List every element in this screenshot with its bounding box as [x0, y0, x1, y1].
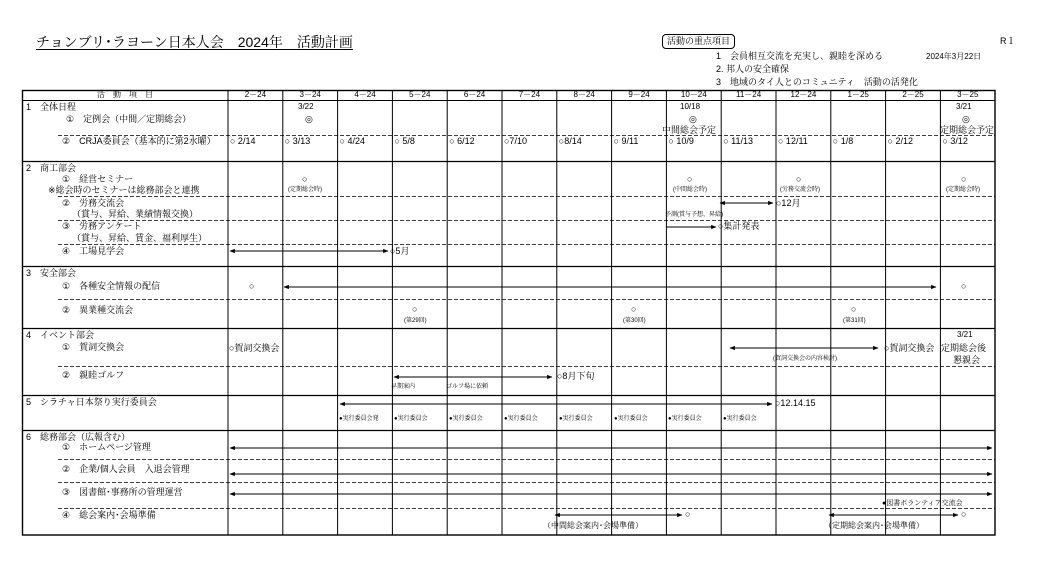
schedule-mark: ○ [687, 174, 693, 184]
month-header: 2－24 [244, 90, 267, 99]
item-label: ④ 総会案内･会場準備 [62, 510, 156, 520]
item-label: ② 異業種交流会 [62, 305, 134, 315]
month-header: 2－25 [902, 90, 924, 99]
item-note: （賞与、昇給、業績情報交換） [72, 209, 199, 219]
schedule-mark: ○ 6/12 [449, 136, 475, 146]
item-label: ① 各種安全情報の配信 [62, 281, 161, 291]
item-label: ① 賀詞交換会 [62, 342, 125, 352]
schedule-mark: (労務交流会時) [780, 187, 820, 193]
committee-mark: ●実行委員会 [394, 416, 428, 422]
month-header: 8－24 [573, 90, 595, 99]
month-header: 10－24 [680, 90, 707, 99]
schedule-mark: (賀詞交換会の内容検討) [773, 356, 837, 362]
schedule-mark: ○ [631, 304, 637, 314]
schedule-mark: 3/21 [957, 330, 973, 339]
priority-item: 1 会員相互交流を充実し、親睦を深める [716, 51, 884, 61]
item-label: ③ 労務アンケート [62, 221, 142, 231]
committee-mark: ●実行委員会 [504, 416, 538, 422]
schedule-mark: 10/18 [680, 102, 701, 111]
item-label: ① ホームページ管理 [62, 442, 151, 452]
item-label: ② CRJA委員会（基本的に第2水曜） [62, 136, 216, 146]
section-title: 6 総務部会（広報含む） [26, 432, 131, 442]
section-title: 3 安全部会 [26, 268, 77, 278]
schedule-mark: ○8月下旬 [557, 371, 595, 381]
schedule-mark: ○ 4/24 [339, 136, 366, 146]
item-label: ③ 図書館･事務所の管理運営 [62, 487, 183, 497]
schedule-mark: ○5月 [390, 246, 410, 256]
header-label: 活 動 項 目 [97, 90, 153, 99]
schedule-mark: ○賀詞交換会 [229, 343, 280, 353]
schedule-mark: (第30回) [623, 318, 646, 324]
item-note: ※総会時のセミナーは総務部会と連携 [48, 185, 200, 195]
schedule-mark: ゴルフ場に依頼 [446, 384, 489, 390]
item-note: （賞与、昇給、賃金、福利厚生） [72, 233, 208, 243]
priority-item: 3 地域のタイ人とのコミュニティ 活動の活発化 [716, 77, 918, 87]
schedule-mark: ○ [685, 509, 691, 519]
priority-item: 2. 邦人の安全確保 [716, 64, 790, 74]
schedule-mark: ○ [961, 174, 967, 184]
revision-label: R１ [1000, 36, 1016, 46]
schedule-mark: ○12月 [776, 198, 801, 208]
schedule-mark: ◎ [305, 114, 313, 124]
schedule-mark: ○ [961, 281, 967, 291]
schedule-mark: 早期案内 [391, 384, 416, 390]
month-header: 6－24 [463, 90, 486, 99]
schedule-mark: ○ 2/14 [230, 136, 256, 146]
schedule-mark: ○ [961, 509, 967, 519]
schedule-mark: ○ 3/12 [942, 136, 968, 146]
schedule-mark: ○ 5/8 [394, 136, 415, 146]
month-header: 7－24 [518, 90, 541, 99]
schedule-mark: (中間総会時) [673, 187, 707, 193]
schedule-mark: ●図書ボランティア交流会 [882, 500, 963, 507]
schedule-mark: (第31回) [843, 318, 866, 324]
committee-mark: ●実行委員会 [614, 416, 648, 422]
section-title: 1 全体日程 [26, 102, 77, 112]
schedule-mark: ○7/10 [504, 136, 527, 146]
schedule-mark: ◎ [689, 114, 697, 124]
month-header: 12－24 [790, 90, 817, 99]
schedule-mark: ○ [796, 174, 802, 184]
schedule-mark: (定期総会時) [946, 187, 980, 193]
schedule-mark: ○8/14 [558, 136, 582, 146]
schedule-mark: (定期総会時) [288, 187, 322, 193]
schedule-mark: 懇親会 [953, 355, 981, 365]
section-title: 5 シラチャ日本祭り実行委員会 [26, 397, 157, 407]
schedule-mark: （中間総会案内･会場準備） [543, 521, 643, 530]
schedule-mark: ○ 1/8 [832, 136, 854, 146]
schedule-mark: ○ 10/9 [668, 136, 694, 146]
month-header: 11－24 [735, 90, 762, 99]
committee-mark: ●実行委員会 [723, 416, 757, 422]
schedule-mark: ○ 12/11 [778, 136, 808, 146]
plan-date: 2024年3月22日 [926, 52, 982, 61]
item-label: ② 親睦ゴルフ [62, 370, 125, 380]
committee-mark: ●実行委員会 [668, 416, 702, 422]
schedule-mark: ○ 11/13 [723, 136, 753, 146]
schedule-mark: 中間総会予定 [662, 125, 717, 135]
schedule-mark: ○ [249, 281, 255, 291]
month-header: 4－24 [354, 90, 376, 99]
schedule-mark: ○ [851, 304, 857, 314]
schedule-mark: ○ 3/13 [284, 136, 311, 146]
schedule-mark: 3/22 [298, 102, 314, 111]
schedule-mark: 定期総会予定 [940, 125, 995, 135]
item-label: ② 企業/個人会員 入退会管理 [62, 464, 190, 474]
section-title: 2 商工部会 [26, 163, 77, 173]
schedule-mark: (第29回) [404, 318, 427, 324]
schedule-mark: ○ [302, 174, 308, 184]
schedule-mark: （定期総会案内･会場準備） [824, 521, 924, 530]
schedule-mark: ○賀詞交換会 [884, 343, 935, 353]
schedule-mark: ◎ [962, 114, 970, 124]
section-title: 4 イベント部会 [26, 330, 95, 340]
schedule-mark: ○ 9/11 [613, 136, 639, 146]
month-header: 3－24 [299, 90, 321, 99]
item-label: ① 定例会（中間／定期総会） [66, 114, 192, 124]
item-label: ④ 工場見学会 [62, 246, 125, 256]
committee-mark: ●実行委員会 [449, 416, 483, 422]
month-header: 1－25 [847, 90, 869, 99]
month-header: 9－24 [628, 90, 650, 99]
schedule-mark: ○ [412, 304, 418, 314]
schedule-mark: ○集計発表 [718, 221, 760, 231]
schedule-mark: 予測(賞与予想、昇給) [665, 212, 723, 218]
schedule-mark: ○12.14.15 [775, 398, 816, 408]
schedule-mark: 3/21 [956, 102, 972, 111]
item-label: ② 労務交流会 [62, 198, 125, 208]
item-label: ① 経営セミナー [62, 174, 134, 184]
schedule-mark: ○ 2/12 [887, 136, 914, 146]
month-header: 5－24 [409, 90, 431, 99]
committee-mark: ●実行委員会発 [339, 416, 379, 422]
priorities-heading: 活動の重点項目 [662, 34, 735, 49]
schedule-mark: 定期総会後 [941, 343, 987, 353]
committee-mark: ●実行委員会 [559, 416, 593, 422]
page-title: チョンブリ･ラヨーン日本人会 2024年 活動計画 [36, 34, 353, 50]
month-header: 3－25 [957, 90, 979, 99]
